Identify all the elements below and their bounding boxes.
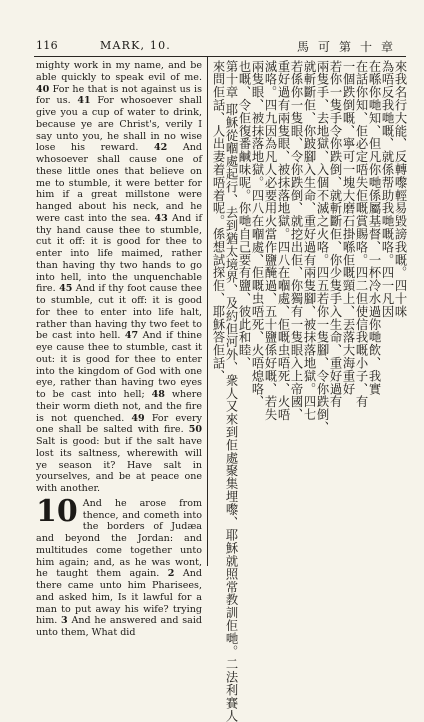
page-header xyxy=(34,38,406,57)
chinese-text-column: 一個跌倒嘅、寧可一塊大磨石掛喺佢嘅頸上、丟落大海重好 xyxy=(341,60,355,396)
verse-10-1-text: And he arose from thence, and cometh into the borders of Judæa and beyond the Jordan: and multitudes come together unto him again; and, as he was wont, he taught them again. xyxy=(36,497,202,580)
verse-45-number: 45 xyxy=(59,283,73,295)
verse-40-number: 40 xyxy=(36,83,50,95)
chinese-text-column: 為唔反我哋嘅、就係帮助我哋嘅咯。四一凡因 xyxy=(380,60,394,318)
chinese-running-title: 馬可第十章 xyxy=(296,40,402,54)
verse-42-text: And whosoever shall cause one of these little ones that believe on me to stumble, it were better for him if a great millstone were hanged about his neck, and he were cast into the sea. xyxy=(36,142,202,224)
chapter-number: 10 xyxy=(36,493,78,529)
chinese-text-column: 若你一隻手令你跌倒、就斬斷佢、你少隻手入生命、重好過有 xyxy=(328,60,342,409)
verse-47-text: And if thine eye cause thee to stumble, cast it out: it is good for thee to enter into the kingdom of God with one eye, rather than having two eyes to be cast into hell; xyxy=(36,330,202,400)
verse-43-number: 43 xyxy=(154,212,168,224)
running-title: MARK, 10. xyxy=(100,39,171,52)
verse-10-2-text: And there came unto him Pharisees, and asked him, Is it lawful for a man to put away his wife? trying him. xyxy=(36,568,202,627)
chinese-text-column: 在喺你哋知、但凡你哋係屬基督、一杯冷水過你哋飲、我實 xyxy=(367,60,381,396)
chinese-text-column: 就斬斷佢、你跛腳入生命、重好過有兩隻腳、被抹落地獄。四七 xyxy=(302,60,316,422)
english-paragraph-ch9 xyxy=(36,60,202,495)
verse-41-number: 41 xyxy=(77,95,91,107)
verse-47-number: 47 xyxy=(124,330,139,342)
verse-49-text: For every one shall be salted with fire. xyxy=(36,412,202,436)
chinese-text-column: 兩隻眼、被抹落地獄。四八在嗰處、佢嘅虫唔死、火唔熄咯、 xyxy=(250,60,264,409)
chinese-text-column: 來我名行大能、反轉嚟輕易毀謗我嘅。四十咪 xyxy=(393,60,407,318)
chinese-text-column: 重好過有兩隻眼、被抹落地獄。四八在嗰處、佢嘅虫唔死、火唔 xyxy=(276,60,290,422)
document-page xyxy=(34,38,407,722)
column-divider xyxy=(207,56,208,566)
verse-10-3-text: And he answered and said unto them, What did xyxy=(36,615,202,638)
verse-50-number: 50 xyxy=(188,424,202,436)
verse-42-number: 42 xyxy=(153,142,168,154)
verse-48-number: 48 xyxy=(151,389,165,400)
chinese-column xyxy=(211,60,407,722)
page-number: 116 xyxy=(36,39,58,52)
chinese-text-column: 也嘅、令佢復番鹹味呢。你哋自己要有鹽、彼此和睦、 xyxy=(237,60,251,370)
chinese-chapter-heading-column: 第十章 耶穌從嗰處起行、去到猶太境界、及約但河外、衆人又來到佢處聚集埋嚟、耶穌就照常教訓佢哋。二法利賽人 xyxy=(224,60,238,722)
chinese-text-column: 滅咯。四九因為凡人必要用火當作鹽醃過、五十鹽係好嘅、若失 xyxy=(263,60,277,422)
verse-41-text: For whosoever shall give you a cup of water to drink, because ye are Christ's, verily I say unto you, he shall in no wise lose his reward. xyxy=(36,95,202,154)
chinese-text-column: 在話你知、佢必定唔失佢嘅賞賜咯。四二但使信我嘅小子、有 xyxy=(354,60,368,409)
verse-39-text: mighty work in my name, and be able quickly to speak evil of me. xyxy=(36,60,202,83)
verse-45-text: And if thy foot cause thee to stumble, cut it off: it is good for thee to enter into life halt, rather than having thy two feet to be cast into hell. xyxy=(36,283,202,342)
verse-43-text: And if thy hand cause thee to stumble, cut it off: it is good for thee to enter into life maimed, rather than having thy two hands to go into hell, into the unquenchable fire. xyxy=(36,212,202,295)
chinese-text-column: 兩隻手、去地獄、入個不滅之火咯。四五若你一隻腳、令你跌倒、 xyxy=(315,60,329,435)
english-column xyxy=(36,60,202,638)
verse-49-number: 49 xyxy=(131,412,145,424)
chinese-text-column: 若係你一隻眼、令你跌倒、就挖出佢、你獨有一隻眼入上帝國、 xyxy=(289,60,303,422)
verse-40-text: For he that is not against us is for us. xyxy=(36,83,202,107)
verse-50-text: Salt is good: but if the salt have lost its saltness, wherewith will ye season it? Have salt in yourselves, and be at peace one with another. xyxy=(36,436,202,494)
verse-10-2-number: 2 xyxy=(167,568,175,580)
chinese-text-column: 來問佢話、人出妻着唔着呢。係想試探佢、耶穌答佢話、 xyxy=(211,60,225,383)
verse-48-text: where their worm dieth not, and the fire is not quenched. xyxy=(36,389,202,424)
english-paragraph-ch10 xyxy=(36,493,202,639)
verse-10-3-number: 3 xyxy=(61,615,68,627)
